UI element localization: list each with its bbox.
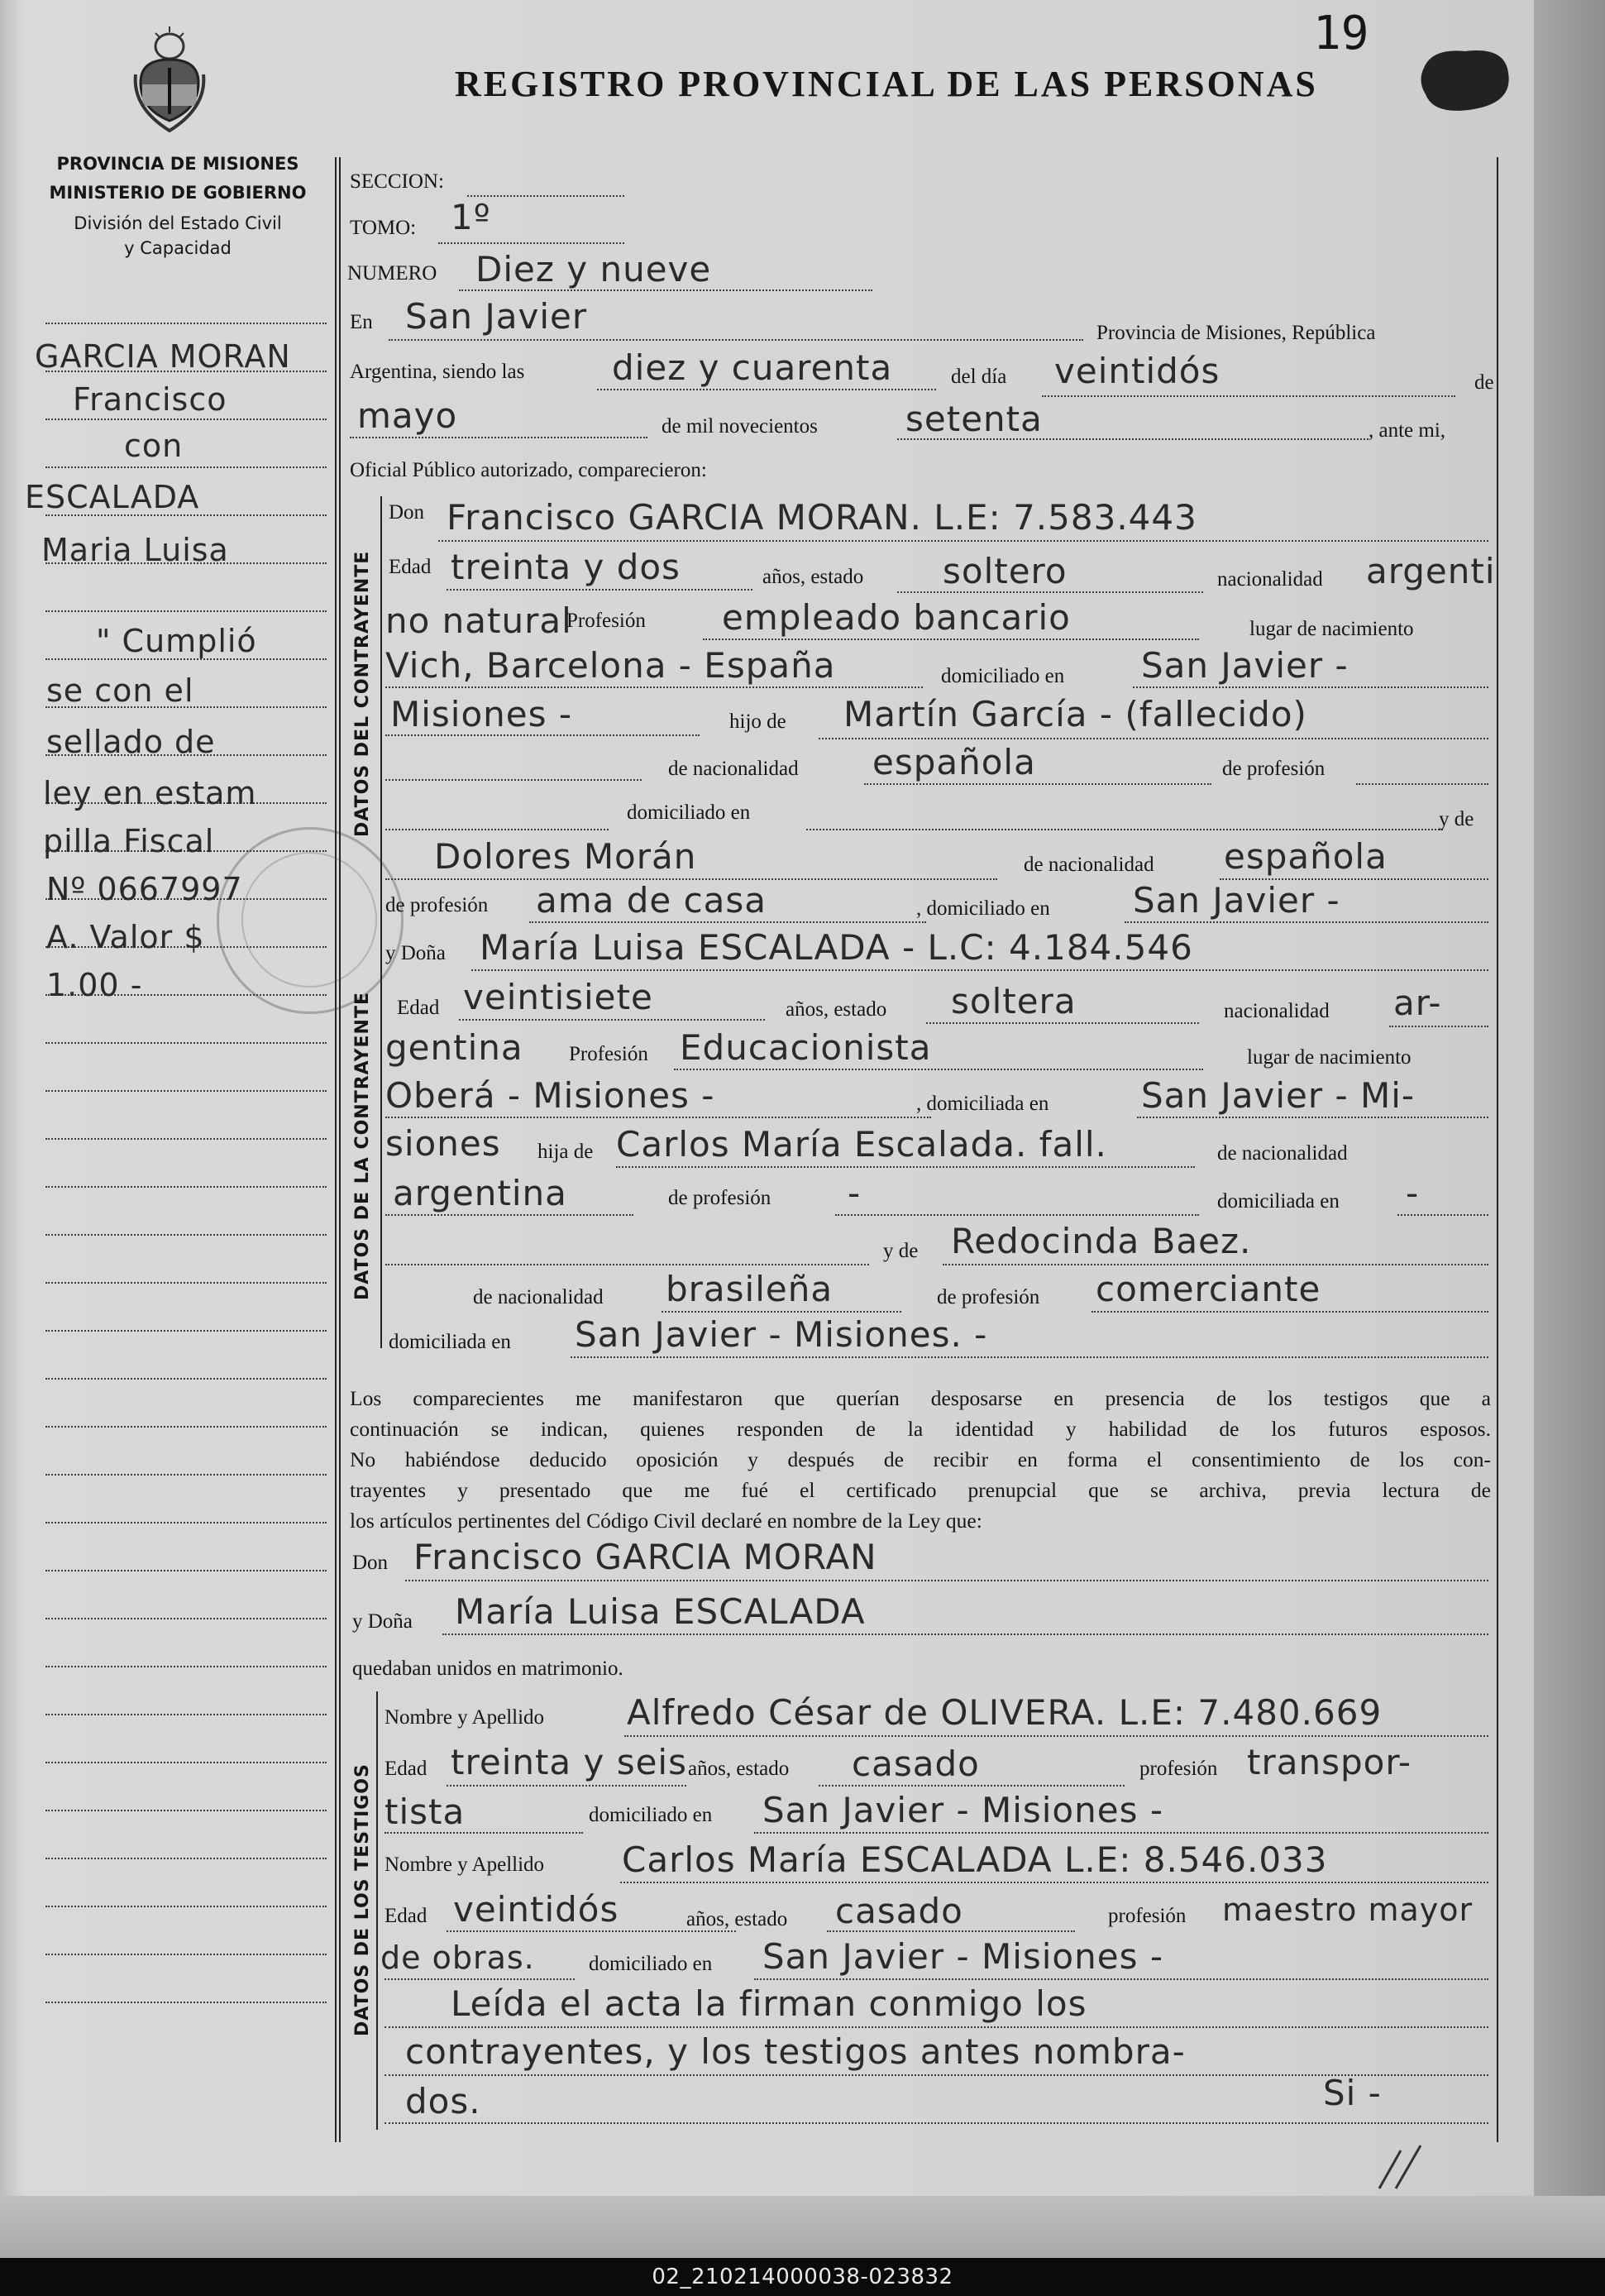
declaration-line: los artículos pertinentes del Código Civil declaré en nombre de la Ley que: bbox=[350, 1509, 982, 1533]
place-field bbox=[389, 339, 1083, 341]
edad-value: treinta y dos bbox=[451, 547, 681, 587]
anio-label: de mil novecientos bbox=[662, 415, 818, 438]
lugar-field bbox=[385, 686, 923, 688]
lugar-field-2 bbox=[385, 1117, 931, 1118]
padre-pre-field bbox=[385, 779, 642, 781]
estado-value: soltero bbox=[943, 551, 1068, 591]
t1-domicilio-label: domiciliado en bbox=[589, 1804, 713, 1826]
tomo-field bbox=[438, 242, 624, 244]
lugar-value-2: Oberá - Misiones - bbox=[385, 1075, 715, 1116]
padre-field bbox=[819, 738, 1488, 739]
padre-dom-label-2: domiciliada en bbox=[1217, 1190, 1340, 1213]
esposa-field bbox=[442, 1634, 1488, 1635]
margin-ruled-line bbox=[45, 1666, 327, 1667]
closing-field-3 bbox=[385, 2122, 1488, 2124]
anos-estado-label: años, estado bbox=[762, 566, 864, 588]
margin-ruled-line bbox=[45, 1426, 327, 1428]
office-line-1: PROVINCIA DE MISIONES bbox=[56, 154, 299, 174]
t2-nombre-field bbox=[620, 1882, 1488, 1883]
t2-profesion-2: de obras. bbox=[380, 1940, 535, 1976]
closing-line-2: contrayentes, y los testigos antes nombra- bbox=[405, 2031, 1186, 2072]
margin-ruled-line bbox=[45, 2002, 327, 2003]
padre-field-2 bbox=[616, 1166, 1195, 1168]
de-label: de bbox=[1474, 371, 1494, 394]
margin-ruled-line bbox=[45, 1138, 327, 1140]
madre-prof-field bbox=[529, 921, 926, 923]
coat-of-arms-icon bbox=[132, 25, 207, 141]
esposo-label: Don bbox=[352, 1552, 389, 1574]
domiciliada-label: , domiciliada en bbox=[916, 1093, 1049, 1115]
profesion-value-2: Educacionista bbox=[680, 1027, 932, 1068]
closing-line-4: Si - bbox=[1323, 2073, 1382, 2113]
ink-blot bbox=[1416, 43, 1515, 117]
declaration-line: No habiéndose deducido oposición y después de recibir en forma el consentimiento de los con- bbox=[350, 1447, 1491, 1471]
t1-profesion-2: tista bbox=[385, 1791, 466, 1832]
margin-ruled-line bbox=[45, 1762, 327, 1763]
madre-nac-value-2: brasileña bbox=[666, 1269, 834, 1309]
page-edge-shadow bbox=[1534, 0, 1605, 2258]
margin-note: se con el bbox=[46, 672, 194, 709]
numero-value: Diez y nueve bbox=[475, 249, 712, 289]
madre-nac-label: de nacionalidad bbox=[1024, 854, 1154, 876]
del-dia-label: del día bbox=[951, 366, 1007, 388]
nacionalidad-value-2: no natural bbox=[385, 600, 572, 641]
madre-dom-value-2: San Javier - Misiones. - bbox=[575, 1314, 988, 1355]
t1-profesion-1: transpor- bbox=[1247, 1742, 1412, 1782]
margin-ruled-line bbox=[45, 1282, 327, 1284]
fiscal-stamp-seal-inner bbox=[241, 852, 377, 988]
esposo-value: Francisco GARCIA MORAN bbox=[413, 1537, 877, 1577]
padre-prof-field-2 bbox=[835, 1214, 1199, 1216]
anos-estado-label-2: años, estado bbox=[786, 998, 887, 1021]
profesion-value: empleado bancario bbox=[722, 597, 1071, 638]
nacionalidad-label: nacionalidad bbox=[1217, 568, 1323, 591]
lugar-value: Vich, Barcelona - España bbox=[385, 645, 836, 686]
numero-field bbox=[459, 289, 872, 291]
nacionalidad-value-1: argenti bbox=[1366, 551, 1496, 591]
margin-note: A. Valor $ bbox=[46, 919, 205, 955]
domicilio-value-4: siones bbox=[385, 1123, 501, 1164]
padre-prof-label: de profesión bbox=[1222, 758, 1326, 780]
margin-note: pilla Fiscal bbox=[43, 823, 215, 859]
testigos-section-label: DATOS DE LOS TESTIGOS bbox=[352, 1763, 373, 2036]
padre-prof-field bbox=[1356, 783, 1488, 785]
declaration-line: continuación se indican, quienes responden de la identidad y habilidad de los futuros esposos. bbox=[350, 1417, 1491, 1441]
declaration-line: Los comparecientes me manifestaron que querían desposarse en presencia de los testigos que a bbox=[350, 1386, 1491, 1410]
madre-nac-value: española bbox=[1224, 836, 1388, 877]
main-left-border bbox=[339, 157, 341, 2142]
margin-note: Francisco bbox=[73, 381, 227, 418]
profesion-field bbox=[703, 639, 1199, 640]
t2-profesion-label: profesión bbox=[1108, 1905, 1187, 1927]
t2-estado-label: años, estado bbox=[686, 1908, 788, 1930]
mes-value: mayo bbox=[357, 395, 458, 436]
main-right-border bbox=[1497, 157, 1498, 2142]
t2-profesion-field bbox=[385, 1978, 575, 1980]
margin-ruled-line bbox=[45, 1378, 327, 1380]
estado-field-2 bbox=[926, 1022, 1199, 1024]
margin-ruled-line bbox=[45, 1858, 327, 1859]
t1-edad-label: Edad bbox=[385, 1758, 428, 1780]
margin-note: sellado de bbox=[46, 724, 216, 760]
declaration-paragraph bbox=[350, 1383, 1491, 1536]
padre-value-2: Carlos María Escalada. fall. bbox=[616, 1124, 1107, 1165]
oficial-label: Oficial Público autorizado, comparecieron: bbox=[350, 459, 707, 481]
y-de-label: y de bbox=[1439, 808, 1474, 830]
domicilio-value-1: San Javier - bbox=[1141, 645, 1349, 686]
domiciliado-label: domiciliado en bbox=[941, 665, 1065, 687]
unidos-text: quedaban unidos en matrimonio. bbox=[352, 1657, 623, 1680]
t1-estado-label: años, estado bbox=[688, 1758, 790, 1780]
madre-prof-label: de profesión bbox=[385, 894, 489, 916]
margin-note: 1.00 - bbox=[46, 967, 143, 1003]
seccion-label: SECCION: bbox=[350, 170, 444, 193]
t1-nombre-label: Nombre y Apellido bbox=[385, 1706, 545, 1729]
scan-file-code: 02_210214000038-023832 bbox=[652, 2265, 953, 2289]
domicilio-field-3 bbox=[1137, 1117, 1488, 1118]
t2-edad-field bbox=[447, 1930, 736, 1932]
margin-ruled-line bbox=[45, 1330, 327, 1332]
declaration-line: trayentes y presentado que me fué el certificado prenupcial que se archiva, previa lectura de bbox=[350, 1478, 1491, 1502]
margin-note: Maria Luisa bbox=[41, 532, 229, 568]
padre-nac-field bbox=[864, 783, 1211, 785]
margin-ruled-line bbox=[45, 1570, 327, 1571]
y-de-label-2: y de bbox=[883, 1240, 919, 1262]
nacionalidad-field-2 bbox=[1389, 1026, 1488, 1027]
margin-ruled-line bbox=[45, 323, 327, 324]
place-value: San Javier bbox=[405, 296, 588, 337]
t1-profesion-label: profesión bbox=[1139, 1758, 1218, 1780]
dona-label: y Doña bbox=[385, 942, 446, 964]
edad-field-2 bbox=[459, 1019, 765, 1021]
margin-ruled-line bbox=[45, 1618, 327, 1619]
domicilio-value-2: Misiones - bbox=[390, 694, 572, 734]
nacionalidad-value-2b: gentina bbox=[385, 1027, 523, 1068]
edad-field bbox=[447, 589, 752, 591]
esposa-value: María Luisa ESCALADA bbox=[455, 1591, 866, 1632]
page-number: 19 bbox=[1313, 7, 1369, 60]
madre-prof-value: ama de casa bbox=[536, 880, 767, 921]
madre-dom-field bbox=[1125, 921, 1488, 923]
closing-field-1 bbox=[385, 2026, 1488, 2028]
padre-nac-value-2: argentina bbox=[393, 1173, 567, 1213]
madre-dom-label-2: domiciliada en bbox=[389, 1331, 511, 1353]
madre-field-2 bbox=[943, 1264, 1488, 1265]
margin-ruled-line bbox=[45, 466, 327, 468]
t2-estado: casado bbox=[835, 1891, 963, 1931]
t2-nombre: Carlos María ESCALADA L.E: 8.546.033 bbox=[622, 1839, 1328, 1880]
domicilio-field bbox=[1133, 686, 1488, 688]
madre-prof-value-2: comerciante bbox=[1096, 1269, 1321, 1309]
nacionalidad-value-2a: ar- bbox=[1393, 983, 1442, 1023]
contrayente-name-field bbox=[438, 540, 1488, 542]
testigos-block-border bbox=[376, 1691, 378, 2130]
madre-dom-value: San Javier - bbox=[1133, 880, 1340, 921]
madre-prof-label-2: de profesión bbox=[937, 1286, 1040, 1308]
margin-ruled-line bbox=[45, 1186, 327, 1188]
edad-value-2: veintisiete bbox=[463, 977, 653, 1017]
don-label: Don bbox=[389, 501, 425, 524]
lugar-label-2: lugar de nacimiento bbox=[1247, 1046, 1412, 1069]
t2-nombre-label: Nombre y Apellido bbox=[385, 1854, 545, 1876]
office-line-4: y Capacidad bbox=[124, 238, 232, 258]
margin-ruled-line bbox=[45, 1954, 327, 1955]
t1-nombre-field bbox=[624, 1735, 1488, 1737]
lugar-label: lugar de nacimiento bbox=[1249, 618, 1414, 640]
margin-ruled-line bbox=[45, 1042, 327, 1044]
estado-value-2: soltera bbox=[951, 981, 1077, 1021]
t1-estado-field bbox=[819, 1785, 1125, 1787]
provincia-text: Provincia de Misiones, República bbox=[1096, 322, 1376, 344]
madre-dom-field-2 bbox=[571, 1356, 1488, 1358]
tomo-value: 1º bbox=[451, 197, 491, 237]
padre-prof-value-2: - bbox=[848, 1173, 862, 1213]
margin-ruled-line bbox=[45, 1522, 327, 1523]
contrayenta-section-label: DATOS DE LA CONTRAYENTE bbox=[352, 992, 373, 1300]
padre-dom-pre-field bbox=[385, 829, 609, 830]
madre-nac-label-2: de nacionalidad bbox=[473, 1286, 604, 1308]
margin-ruled-line bbox=[45, 1810, 327, 1811]
closing-line-1: Leída el acta la firman conmigo los bbox=[451, 1983, 1087, 2024]
profesion-label-2: Profesión bbox=[569, 1043, 648, 1065]
anio-value: setenta bbox=[905, 399, 1043, 439]
padre-nac-field-2 bbox=[385, 1214, 633, 1216]
office-line-3: División del Estado Civil bbox=[74, 213, 282, 233]
hijo-label: hijo de bbox=[729, 710, 786, 733]
margin-ruled-line bbox=[45, 1234, 327, 1236]
t1-estado: casado bbox=[852, 1744, 980, 1784]
contrayente-name: Francisco GARCIA MORAN. L.E: 7.583.443 bbox=[447, 497, 1197, 538]
dia-value: veintidós bbox=[1054, 351, 1220, 391]
office-line-2: MINISTERIO DE GOBIERNO bbox=[49, 183, 307, 203]
margin-note: " Cumplió bbox=[96, 623, 257, 659]
hora-value: diez y cuarenta bbox=[612, 347, 893, 388]
padre-dom-value-2: - bbox=[1406, 1173, 1420, 1213]
esposo-field bbox=[405, 1580, 1488, 1581]
t1-domicilio-field bbox=[754, 1832, 1488, 1834]
argentina-label: Argentina, siendo las bbox=[350, 361, 525, 383]
margin-note: GARCIA MORAN bbox=[35, 338, 291, 375]
mes-field bbox=[350, 437, 647, 438]
esposa-label: y Doña bbox=[352, 1610, 413, 1633]
profesion-field-2 bbox=[674, 1069, 1203, 1070]
margin-ruled-line bbox=[45, 419, 327, 420]
madre-dom-label: , domiciliado en bbox=[916, 897, 1050, 920]
margin-note: ley en estam bbox=[43, 775, 257, 811]
padre-prof-label-2: de profesión bbox=[668, 1187, 771, 1209]
dia-field bbox=[1042, 395, 1455, 397]
contrayenta-name-field bbox=[471, 969, 1488, 971]
t2-domicilio-label: domiciliado en bbox=[589, 1953, 713, 1975]
padre-dom-field-2 bbox=[1397, 1214, 1488, 1216]
en-label: En bbox=[350, 311, 373, 333]
madre-value-2: Redocinda Baez. bbox=[951, 1221, 1252, 1261]
domicilio-field-2 bbox=[385, 734, 700, 736]
padre-value: Martín García - (fallecido) bbox=[843, 694, 1307, 734]
margin-note: ESCALADA bbox=[25, 479, 200, 515]
margin-ruled-line bbox=[45, 1090, 327, 1092]
profesion-label: Profesión bbox=[566, 610, 646, 632]
t2-profesion-1: maestro mayor bbox=[1222, 1892, 1474, 1928]
margin-ruled-line bbox=[45, 610, 327, 612]
t1-nombre: Alfredo César de OLIVERA. L.E: 7.480.669 bbox=[627, 1692, 1383, 1733]
padre-nac-label: de nacionalidad bbox=[668, 758, 799, 780]
hora-field bbox=[597, 389, 936, 390]
padre-dom-label: domiciliado en bbox=[627, 801, 751, 824]
edad-label: Edad bbox=[389, 556, 432, 578]
page-title: REGISTRO PROVINCIAL DE LAS PERSONAS bbox=[455, 64, 1318, 104]
contrayenta-name: María Luisa ESCALADA - L.C: 4.184.546 bbox=[480, 927, 1193, 968]
t1-edad: treinta y seis bbox=[451, 1742, 687, 1782]
contrayente-block-border bbox=[380, 496, 382, 1348]
margin-ruled-line bbox=[45, 1906, 327, 1907]
margin-note: Nº 0667997 bbox=[46, 871, 243, 907]
estado-field bbox=[897, 591, 1203, 593]
closing-line-3: dos. bbox=[405, 2081, 481, 2121]
t2-domicilio: San Javier - Misiones - bbox=[762, 1936, 1163, 1977]
padre-nac-value: española bbox=[872, 742, 1036, 782]
t1-profesion-field bbox=[385, 1832, 583, 1834]
nacionalidad-label-2: nacionalidad bbox=[1224, 1000, 1330, 1022]
padre-dom-field bbox=[806, 829, 1443, 830]
pen-mark bbox=[1373, 2142, 1431, 2192]
ante-label: , ante mi, bbox=[1369, 419, 1446, 442]
margin-ruled-line bbox=[45, 1474, 327, 1476]
numero-label: NUMERO bbox=[347, 262, 437, 285]
margin-note: con bbox=[124, 428, 184, 464]
madre-nac-field-2 bbox=[662, 1311, 901, 1313]
edad-label-2: Edad bbox=[397, 997, 440, 1019]
t1-edad-field bbox=[447, 1785, 686, 1787]
madre-value: Dolores Morán bbox=[434, 836, 697, 877]
t2-domicilio-field bbox=[754, 1978, 1488, 1980]
page-bottom-band bbox=[0, 2196, 1605, 2258]
madre-pre-field-2 bbox=[385, 1264, 869, 1265]
domicilio-value-3: San Javier - Mi- bbox=[1141, 1075, 1416, 1116]
padre-nac-label-2: de nacionalidad bbox=[1217, 1142, 1348, 1165]
t2-edad: veintidós bbox=[453, 1889, 619, 1930]
hija-label: hija de bbox=[537, 1141, 594, 1163]
t2-edad-label: Edad bbox=[385, 1905, 428, 1927]
t1-domicilio: San Javier - Misiones - bbox=[762, 1790, 1163, 1830]
contrayente-section-label: DATOS DEL CONTRAYENTE bbox=[352, 550, 373, 837]
margin-border bbox=[335, 157, 337, 2142]
tomo-label: TOMO: bbox=[350, 217, 417, 239]
margin-ruled-line bbox=[45, 1714, 327, 1715]
madre-prof-field-2 bbox=[1091, 1311, 1488, 1313]
